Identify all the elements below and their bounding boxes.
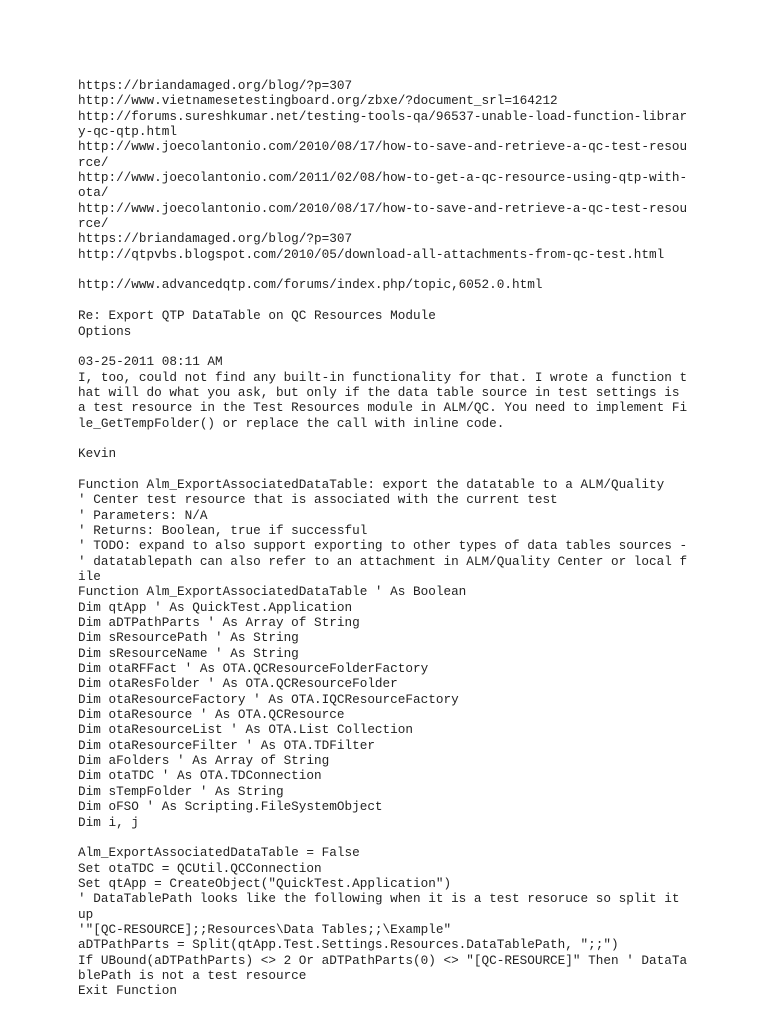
spacer	[78, 293, 758, 308]
spacer	[78, 339, 758, 354]
post-author: Kevin	[78, 446, 117, 462]
code-line: Dim i, j	[78, 814, 139, 830]
spacer	[78, 462, 758, 477]
link-line: https://briandamaged.org/blog/?p=307	[78, 78, 353, 93]
code-line: ' DataTablePath looks like the following when it is a test resoruce so split it	[78, 891, 680, 907]
code-line: ' TODO: expand to also support exporting to other types of data tables sources -	[78, 538, 688, 554]
code-line: '"[QC-RESOURCE];;Resources\Data Tables;;\Example"	[78, 921, 452, 937]
link-line: y-qc-qtp.html	[78, 124, 177, 140]
code-line: Dim otaResource ' As OTA.QCResource	[78, 707, 345, 723]
post-body-line: a test resource in the Test Resources module in ALM/QC. You need to implement Fi	[78, 400, 688, 416]
code-header	[78, 477, 758, 830]
code-line: Dim otaResFolder ' As OTA.QCResourceFolder	[78, 676, 398, 692]
link-line: http://www.joecolantonio.com/2010/08/17/how-to-save-and-retrieve-a-qc-test-resou	[78, 139, 688, 155]
document-page	[78, 78, 758, 999]
link-line: https://briandamaged.org/blog/?p=307	[78, 231, 353, 247]
link-line: ota/	[78, 185, 109, 201]
forum-url: http://www.advancedqtp.com/forums/index.php/topic,6052.0.html	[78, 277, 543, 293]
code-line: Exit Function	[78, 983, 177, 999]
code-line: Alm_ExportAssociatedDataTable = False	[78, 845, 360, 861]
code-line: Dim otaRFFact ' As OTA.QCResourceFolderFactory	[78, 661, 429, 677]
link-line: rce/	[78, 154, 109, 170]
code-line: Dim aFolders ' As Array of String	[78, 753, 330, 769]
code-line: Dim sTempFolder ' As String	[78, 783, 284, 799]
code-line: Function Alm_ExportAssociatedDataTable: export the datatable to a ALM/Quality	[78, 476, 665, 492]
code-line: Dim otaResourceFactory ' As OTA.IQCResourceFactory	[78, 691, 459, 707]
link-line: http://forums.sureshkumar.net/testing-tools-qa/96537-unable-load-function-librar	[78, 108, 688, 124]
link-line: http://www.joecolantonio.com/2011/02/08/how-to-get-a-qc-resource-using-qtp-with-	[78, 170, 688, 186]
code-line: Dim otaTDC ' As OTA.TDConnection	[78, 768, 322, 784]
code-line: up	[78, 906, 94, 922]
code-line: ' Center test resource that is associated with the current test	[78, 492, 558, 508]
link-line: http://www.vietnamesetestingboard.org/zbxe/?document_srl=164212	[78, 93, 558, 109]
post-body-line: hat will do what you ask, but only if the data table source in test settings is	[78, 384, 680, 400]
post-body-line: I, too, could not find any built-in functionality for that. I wrote a function t	[78, 369, 688, 385]
link-line: http://qtpvbs.blogspot.com/2010/05/download-all-attachments-from-qc-test.html	[78, 246, 665, 262]
post-body-line: le_GetTempFolder() or replace the call with inline code.	[78, 415, 505, 431]
post-options: Options	[78, 323, 132, 339]
spacer	[78, 262, 758, 277]
code-line: aDTPathParts = Split(qtApp.Test.Settings.Resources.DataTablePath, ";;")	[78, 937, 619, 953]
link-line: http://www.joecolantonio.com/2010/08/17/how-to-save-and-retrieve-a-qc-test-resou	[78, 200, 688, 216]
code-line: ile	[78, 569, 101, 584]
code-line: Dim sResourceName ' As String	[78, 645, 299, 661]
code-line: Dim qtApp ' As QuickTest.Application	[78, 599, 353, 615]
code-line: Set otaTDC = QCUtil.QCConnection	[78, 860, 322, 876]
code-line: ' Parameters: N/A	[78, 507, 208, 523]
post-date: 03-25-2011 08:11 AM	[78, 354, 223, 370]
code-line: Set qtApp = CreateObject("QuickTest.Application")	[78, 875, 452, 891]
code-line: ' datatablepath can also refer to an attachment in ALM/Quality Center or local f	[78, 553, 688, 569]
spacer	[78, 830, 758, 845]
code-line: Dim sResourcePath ' As String	[78, 630, 299, 646]
code-line: Dim oFSO ' As Scripting.FileSystemObject	[78, 799, 383, 815]
code-line: Dim otaResourceFilter ' As OTA.TDFilter	[78, 737, 375, 753]
link-line: rce/	[78, 216, 109, 232]
code-line: If UBound(aDTPathParts) <> 2 Or aDTPathParts(0) <> "[QC-RESOURCE]" Then ' DataTa	[78, 952, 688, 968]
spacer	[78, 431, 758, 446]
code-line: Dim otaResourceList ' As OTA.List Collection	[78, 722, 414, 738]
code-line: Dim aDTPathParts ' As Array of String	[78, 615, 360, 631]
code-line: ' Returns: Boolean, true if successful	[78, 522, 368, 538]
post-title: Re: Export QTP DataTable on QC Resources Module	[78, 308, 436, 324]
code-line: Function Alm_ExportAssociatedDataTable ' As Boolean	[78, 584, 467, 600]
code-line: blePath is not a test resource	[78, 967, 307, 983]
code-body	[78, 845, 758, 998]
post-body	[78, 370, 758, 431]
reference-links	[78, 78, 758, 262]
